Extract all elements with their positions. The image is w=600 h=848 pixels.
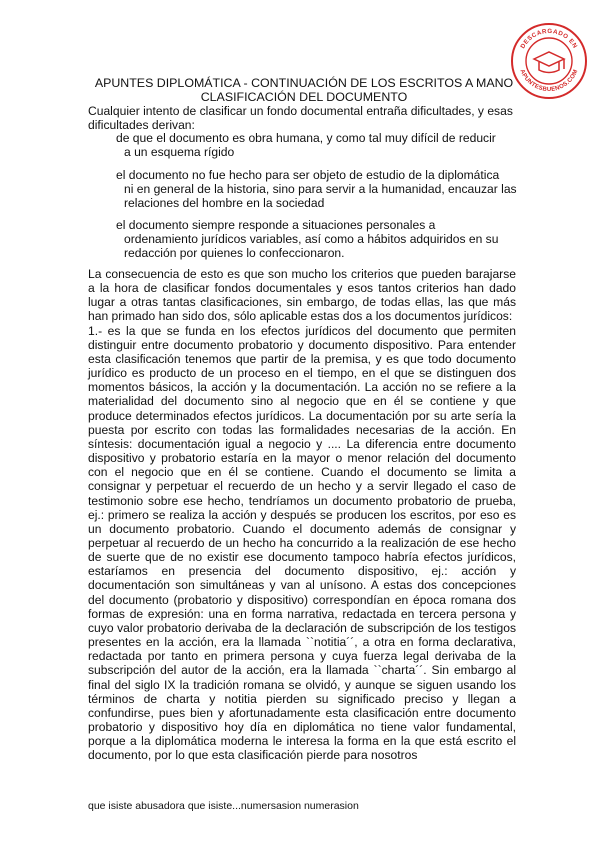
stamp-inner-ring: [526, 38, 572, 84]
list-item-continuation: ni en general de la historia, sino para servir a la humanidad, encauzar las relaciones del hombre en la sociedad: [124, 182, 517, 211]
list-item-text: el documento siempre responde a situaciones personales a: [116, 218, 436, 232]
list-item: [116, 218, 521, 261]
svg-text:DESCARGADO EN: DESCARGADO EN: [519, 27, 579, 50]
download-stamp-logo: [510, 22, 588, 100]
page-title: APUNTES DIPLOMÁTICA - CONTINUACIÓN DE LOS ESCRITOS A MANO: [94, 76, 514, 90]
list-item-continuation: ordenamiento jurídicos variables, así como a hábitos adquiridos en su redacción por quienes lo confeccionaron.: [124, 232, 499, 261]
stamp-outer-ring: [512, 24, 586, 98]
svg-text:APUNTESBUENOS.COM: APUNTESBUENOS.COM: [518, 68, 580, 94]
list-item-text: de que el documento es obra humana, y como tal muy difícil de reducir: [116, 131, 496, 145]
body-paragraph: La consecuencia de esto es que son mucho los criterios que pueden barajarse a la hora de clasificar fondos documentales y esos tantos criterios han dado lugar a otras tantas clasificaciones, sin embargo, de todas ellas, las que más han primado han sido dos, sólo aplicable estas dos a los documentos jurídicos: 1.- es la que se funda en los efectos jurídicos del documento que permiten distinguir entre documento probatorio y documento dispositivo. Para entender esta clasificación tenemos que partir de la premisa, y es que todo documento jurídico es producto de un proceso en el tiempo, en el que se distinguen dos momentos básicos, la acción y la documentación. La acción no se refiere a la materialidad del documento sino al negocio que en él se contiene y que produce determinados efectos jurídicos. La documentación por su arte sería la puesta por escrito con todas las formalidades necesarias de la acción. En síntesis: documentación igual a negocio y .... La diferencia entre documento dispositivo y probatorio estaría en la mayor o menor relación del documento con el negocio que en él se contiene. Cuando el documento se limita a consignar y perpetuar el recuerdo de un hecho y a servir llegado el caso de testimonio sobre ese hecho, tendríamos un documento probatorio de prueba, ej.: primero se realiza la acción y después se producen los escritos, por eso es un documento probatorio. Cuando el documento además de consignar y perpetuar al recuerdo de un hecho ha concurrido a la realización de ese hecho de suerte que de no existir ese documento tampoco habría efectos jurídicos, estaríamos en presencia del documento dispositivo, ej.: acción y documentación son simultáneas y van al unísono. A estas dos concepciones del documento (probatorio y dispositivo) correspondían en época romana dos formas de expresión: una en forma narrativa, redactada en tercera persona y cuyo valor probatorio derivaba de la declaración de subscripción de los testigos presentes en la acción, era la llamada ``notitia´´, a otra en forma declarativa, redactada por tanto en primera persona y cuya fuerza legal derivaba de la subscripción del autor de la acción, era la llamada ``charta´´. Sin embargo al final del siglo IX la tradición romana se olvidó, y aunque se siguen usando los términos de charta y notitia pierden su significado preciso y llegan a confundirse, pues bien y afortunadamente esta clasificación entre documento probatorio y dispositivo hoy día en diplomática no tiene valor fundamental, porque a la diplomática moderna le interesa la forma en la que está escrito el documento, por lo que esta clasificación pierde para nosotros: [88, 267, 516, 763]
list-item: [116, 131, 521, 159]
list-item: [116, 168, 521, 211]
list-item-continuation: a un esquema rígido: [124, 145, 235, 160]
body-text: [88, 267, 516, 762]
mortarboard-icon: [534, 52, 564, 73]
section-subtitle: CLASIFICACIÓN DEL DOCUMENTO: [200, 90, 408, 104]
list-item-text: el documento no fue hecho para ser objeto de estudio de la diplomática: [116, 168, 500, 182]
intro-paragraph: Cualquier intento de clasificar un fondo documental entraña dificultades, y esas dificultades derivan:: [88, 104, 513, 133]
page-footer: que isiste abusadora que isiste...numersasion numerasion: [88, 800, 359, 812]
